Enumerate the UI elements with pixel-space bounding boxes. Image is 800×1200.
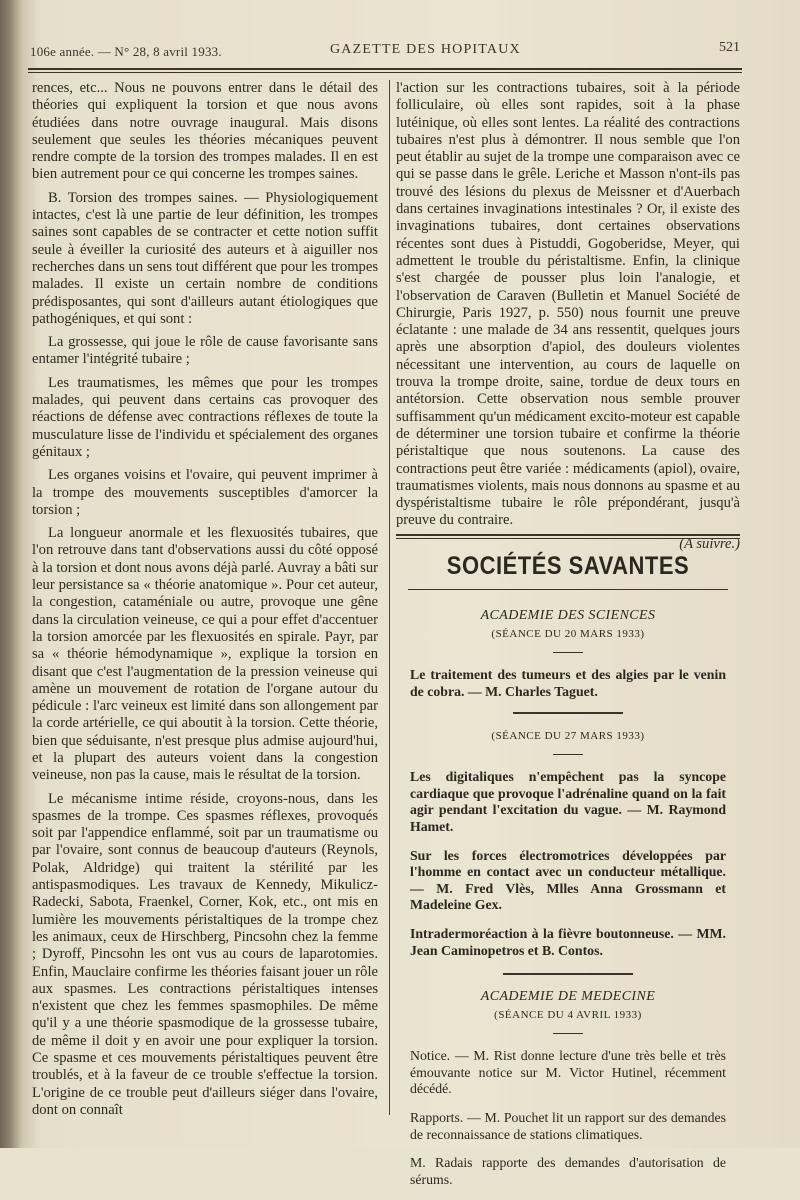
seance-date: (SÉANCE DU 4 AVRIL 1933) bbox=[494, 1009, 642, 1022]
academie-sciences-heading: ACADEMIE DES SCIENCES bbox=[480, 608, 656, 623]
page-number: 521 bbox=[719, 40, 740, 55]
section-title: SOCIÉTÉS SAVANTES bbox=[446, 551, 690, 580]
column-divider bbox=[389, 80, 390, 1115]
section-rule bbox=[396, 534, 740, 539]
page-header bbox=[30, 40, 740, 62]
seance-date: (SÉANCE DU 20 MARS 1933) bbox=[491, 628, 645, 640]
societes-savantes-section bbox=[396, 534, 740, 1200]
header-rule bbox=[28, 68, 742, 70]
communication bbox=[410, 926, 726, 959]
issue-info: 106e année. — N° 28, 8 avril 1933. bbox=[30, 44, 222, 59]
paragraph: rences, etc... Nous ne pouvons entrer dans le détail des théories qui expliquent la torsion et que nous avons étudiées dans notre ouvrage inaugural. Mais disons seulement que seules les théories mécaniques peuvent rendre compte de la torsion des trompes malades. Il en est bien autrement pour ce qui concerne les trompes saines. bbox=[32, 80, 378, 183]
short-rule bbox=[553, 1033, 583, 1034]
communication-text: Les digitaliques n'empêchent pas la syncope cardiaque que provoque l'adrénaline quand on la fait agir pendant l'excitation du vague. — M. Raymond Hamet. bbox=[410, 769, 726, 834]
title-rule bbox=[408, 589, 728, 590]
communication bbox=[410, 667, 726, 700]
communication bbox=[410, 848, 726, 914]
header-rule-thin bbox=[28, 72, 742, 73]
journal-title: GAZETTE DES HOPITAUX bbox=[330, 42, 521, 57]
communication bbox=[410, 769, 726, 835]
paragraph-organes-voisins: Les organes voisins et l'ovaire, qui peuvent imprimer à la trompe des mouvements susceptibles d'amorcer la torsion ; bbox=[32, 467, 378, 518]
right-column bbox=[396, 80, 740, 559]
paragraph-longueur-anormale: La longueur anormale et les flexuosités tubaires, que l'on retrouve dans tant d'observations aussi du côté opposé à la torsion et dont nous avons déjà parlé. Auvray a bâti sur leur persistance sa « théorie anatomique ». Pour cet auteur, la congestion, cataméniale ou autre, provoque une gêne dans la circulation veineuse, ce qui a pour effet d'accentuer la torsion amorcée par les flexuosités en spirale. Payr, par sa « théorie hémodynamique », explique la torsion en disant que c'est l'augmentation de la pression veineuse qui amène un mouvement de rotation de l'organe autour du pédicule : l'arc veineux est limité dans son allongement par la corde artérielle, ce qui aboutit à la torsion. Cette théorie, bien que séduisante, n'est presque plus admise aujourd'hui, et la plupart des auteurs voient dans la congestion veineuse, non pas la cause, mais le résultat de la torsion. bbox=[32, 525, 378, 784]
rapports-paragraph: Rapports. — M. Pouchet lit un rapport sur des demandes de reconnaissance de stations climatiques. bbox=[410, 1109, 726, 1142]
paragraph-continuation: l'action sur les contractions tubaires, soit à la période folliculaire, où elles sont rapides, soit à la phase lutéinique, où elles sont lentes. La réalité des contractions tubaires n'est plus à démontrer. Il nous semble que l'on peut établir au sujet de la trompe une comparaison avec ce qui se passe dans le grêle. Leriche et Masson n'ont-ils pas trouvé des lésions du plexus de Meissner et d'Auerbach dans certaines invaginations intestinales ? Or, il existe des invaginations tubaires, dont certaines observations récentes sont dues à Pistuddi, Gogoberidse, Meyer, qui admettent le trouble du péristaltisme. Enfin, la clinique s'est chargée de pousser plus loin l'analogie, et l'observation de Caraven (Bulletin et Manuel Société de Chirurgie, Paris 1927, p. 550) nous fournit une preuve éclatante : une malade de 34 ans ressentit, quelques jours après une absorption d'apiol, des douleurs violentes nécessitant une intervention, au cours de laquelle on trouva la trompe droite, saine, tordue de deux tours en antétorsion. Cette observation nous semble prouver suffisamment qu'un médicament excito-moteur est capable de déterminer une torsion tubaire et confirme la théorie péristaltique que nous soutenons. La cause des contractions peut être variée : médicaments (apiol), ovaire, traumatismes violents, mais nous donnons au spasme et au dyspéristaltisme tubaire le rôle prépondérant, jusqu'à preuve du contraire. bbox=[396, 80, 740, 529]
short-rule bbox=[553, 754, 583, 755]
to-be-continued: (A suivre.) bbox=[679, 535, 740, 552]
paragraph-torsion-saines: B. Torsion des trompes saines. — Physiologiquement intactes, c'est là une partie de leur définition, les trompes saines sont capables de se contracter et cette notion suffit seule à éveiller la curiosité des auteurs et à aiguiller nos recherches dans un sens tout différent que pour les trompes malades. Il existe un certain nombre de conditions prédisposantes, qui sont d'ailleurs autant étiologiques que pathogéniques, et qui sont : bbox=[32, 189, 378, 327]
communication-text: Le traitement des tumeurs et des algies par le venin de cobra. — M. Charles Taguet. bbox=[410, 667, 726, 699]
academie-medecine-heading: ACADEMIE DE MEDECINE bbox=[480, 989, 656, 1005]
notice-paragraph: Notice. — M. Rist donne lecture d'une très belle et très émouvante notice sur M. Victor Hutinel, récemment décédé. bbox=[410, 1048, 726, 1097]
communication-text: Sur les forces électromotrices développées par l'homme en contact avec un conducteur métallique. — M. Fred Vlès, Mlles Anna Grossmann et Madeleine Gex. bbox=[410, 847, 726, 913]
short-rule bbox=[553, 652, 583, 653]
left-column bbox=[32, 80, 378, 1125]
communication-text: Intradermoréaction à la fièvre boutonneuse. — MM. Jean Caminopetros et B. Contos. bbox=[410, 925, 726, 958]
paragraph-mecanisme: Le mécanisme intime réside, croyons-nous, dans les spasmes de la trompe. Ces spasmes réflexes, provoqués soit par l'appendice enflammé, soit par un traumatisme ou par l'ovaire, sont connus de beaucoup d'auteurs (Reynols, Polak, Aldridge) qui traitent la stérilité par les antispasmodiques. Les travaux de Kennedy, Mikulicz-Radecki, Sabota, Fraenkel, Corner, Kok, etc., ont mis en lumière les mouvements péristaltiques de la trompe chez les animaux, ceux de Hirschberg, Pincsohn chez la femme ; Dyroff, Pincsohn les ont vus au cours de laparotomies. Enfin, Mauclaire confirme les théories faisant jouer un rôle aux spasmes. Les contractions péristaltiques intenses n'existent que chez les femmes spasmophiles. De même qu'il y a une théorie spasmodique de la grossesse tubaire, de même il doit y en avoir une pour expliquer la torsion. Ce spasme et ces mouvements péristaltiques peuvent être troublés, et à la faveur de ce trouble s'effectue la torsion. L'origine de ce trouble peut d'ailleurs siéger dans l'ovaire, dont on connaît bbox=[32, 790, 378, 1118]
separator-rule bbox=[513, 712, 623, 714]
paragraph-grossesse: La grossesse, qui joue le rôle de cause favorisante sans entamer l'intégrité tubaire ; bbox=[32, 334, 378, 368]
separator-rule bbox=[503, 973, 633, 975]
radais-paragraph: M. Radais rapporte des demandes d'autorisation de sérums. bbox=[410, 1155, 726, 1187]
seance-date: (SÉANCE DU 27 MARS 1933) bbox=[491, 730, 645, 743]
paragraph-traumatismes: Les traumatismes, les mêmes que pour les trompes malades, qui peuvent dans certains cas provoquer des réactions de défense avec contractions réflexes de toute la musculature lisse de l'individu et spécialement des organes génitaux ; bbox=[32, 374, 378, 460]
